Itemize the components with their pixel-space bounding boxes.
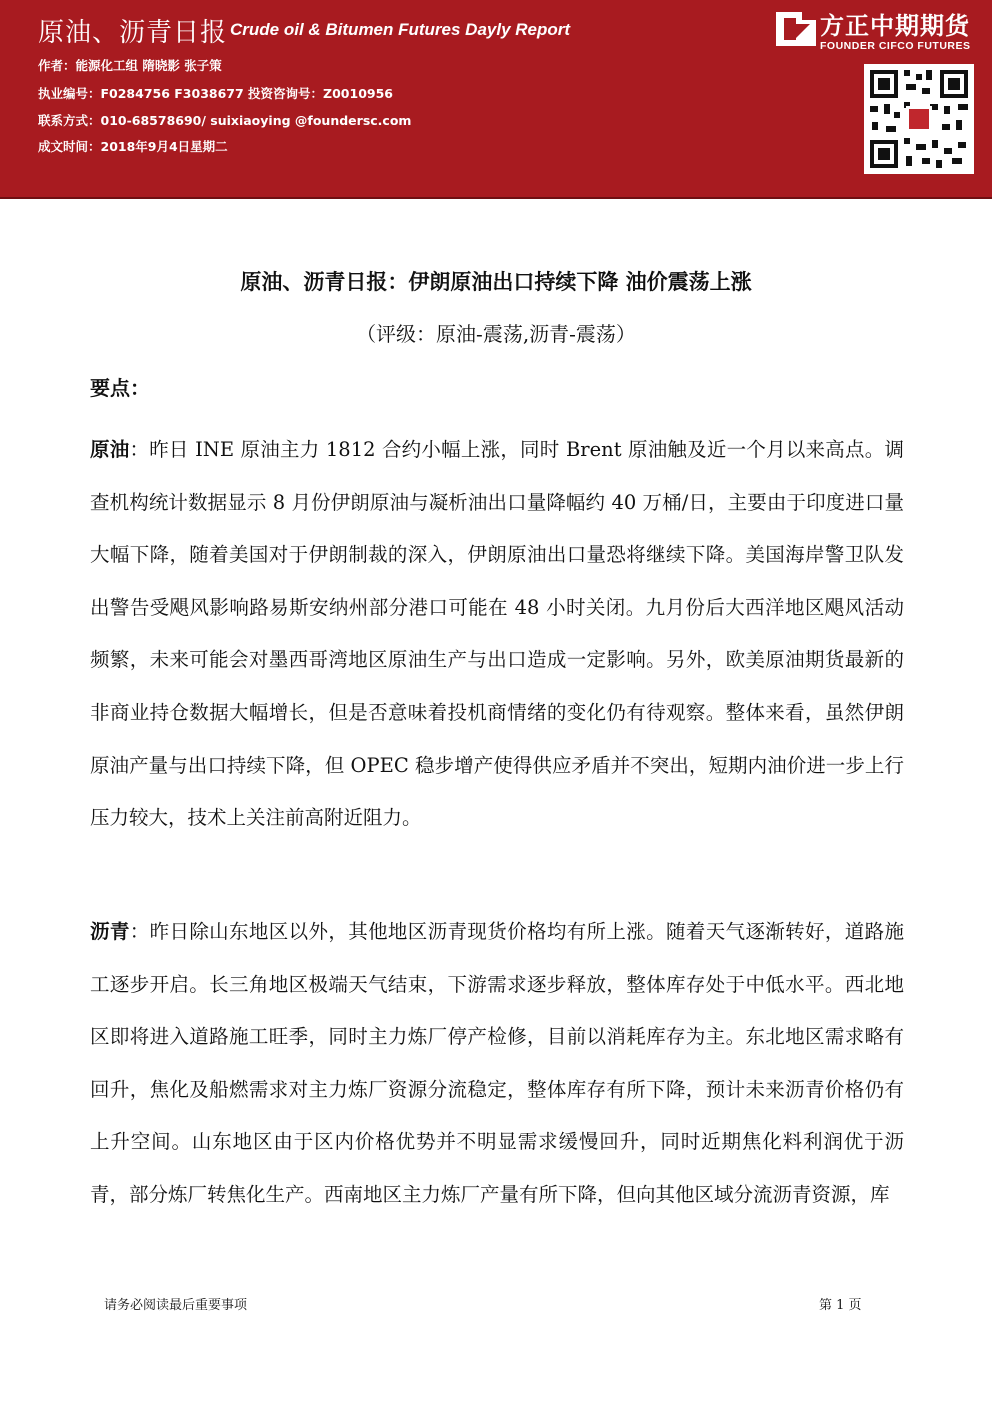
date-line: 成文时间：2018年9月4日星期二 (38, 139, 228, 154)
qr-code-icon (864, 64, 974, 174)
crude-oil-paragraph (90, 424, 904, 845)
report-title-cn: 原油、沥青日报 (38, 18, 228, 48)
license-line: 执业编号：F0284756 F3038677 投资咨询号：Z0010956 (38, 86, 393, 101)
header-divider (0, 183, 992, 199)
report-header (0, 0, 992, 183)
rating-line: （评级：原油-震荡,沥青-震荡） (356, 322, 636, 346)
bitumen-label: 沥青 (90, 920, 130, 943)
document-title: 原油、沥青日报：伊朗原油出口持续下降 油价震荡上涨 (240, 270, 752, 294)
bitumen-paragraph (90, 906, 904, 1222)
company-logo-en: FOUNDER CIFCO FUTURES (820, 40, 971, 52)
bitumen-text: ：昨日除山东地区以外，其他地区沥青现货价格均有所上涨。随着天气逐渐转好，道路施工逐步开启。长三角地区极端天气结束，下游需求逐步释放，整体库存处于中低水平。西北地区即将进入道路施工旺季，同时主力炼厂停产检修，目前以消耗库存为主。东北地区需求略有回升，焦化及船燃需求对主力炼厂资源分流稳定，整体库存有所下降，预计未来沥青价格仍有上升空间。山东地区由于区内价格优势并不明显需求缓慢回升，同时近期焦化料利润优于沥青，部分炼厂转焦化生产。西南地区主力炼厂产量有所下降，但向其他区域分流沥青资源，库 (90, 920, 904, 1206)
report-title-en: Crude oil & Bitumen Futures Dayly Report (230, 20, 571, 39)
crude-oil-label: 原油 (90, 438, 130, 461)
founder-logo-icon (774, 10, 818, 48)
author-line: 作者：能源化工组 隋晓影 张子策 (38, 58, 222, 73)
contact-line: 联系方式：010-68578690/ suixiaoying @foundersc.com (38, 113, 412, 128)
page-number: 第 1 页 (819, 1298, 862, 1313)
crude-oil-text: ：昨日 INE 原油主力 1812 合约小幅上涨，同时 Brent 原油触及近一个月以来高点。调查机构统计数据显示 8 月份伊朗原油与凝析油出口量降幅约 40 万桶/日，主要由于印度进口量大幅下降，随着美国对于伊朗制裁的深入，伊朗原油出口量恐将继续下降。美国海岸警卫队发出警告受飓风影响路易斯安纳州部分港口可能在 48 小时关闭。九月份后大西洋地区飓风活动频繁，未来可能会对墨西哥湾地区原油生产与出口造成一定影响。另外，欧美原油期货最新的非商业持仓数据大幅增长，但是否意味着投机商情绪的变化仍有待观察。整体来看，虽然伊朗原油产量与出口持续下降，但 OPEC 稳步增产使得供应矛盾并不突出，短期内油价进一步上行压力较大，技术上关注前高附近阻力。 (90, 438, 904, 830)
footer-notice: 请务必阅读最后重要事项 (104, 1298, 248, 1313)
key-points-heading: 要点： (90, 376, 150, 400)
company-logo-cn: 方正中期期货 (820, 12, 970, 40)
